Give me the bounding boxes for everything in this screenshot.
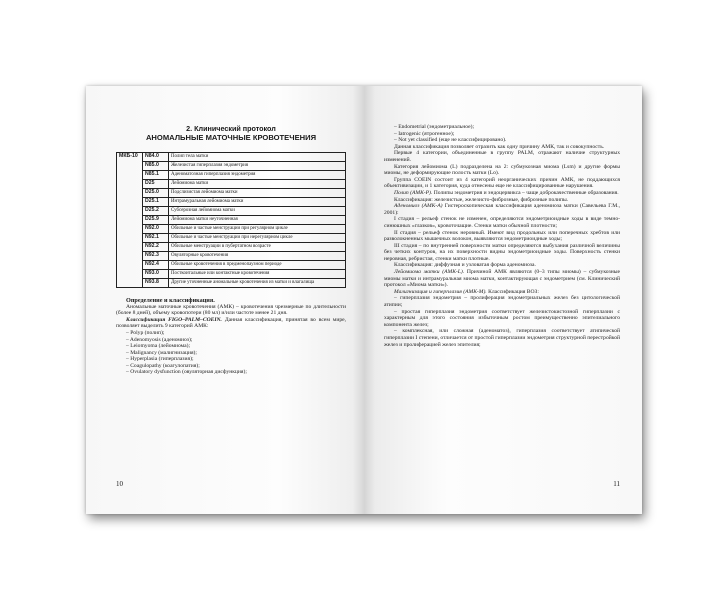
icd-code: N84.0	[143, 153, 169, 162]
icd-description: Другие уточненные аномальные кровотечения из матки и влагалища	[169, 278, 346, 287]
list-item: – Adenomyosis (аденомиоз);	[126, 336, 193, 343]
list-item: – Ovulatory dysfunction (овуляторная дисфункция);	[126, 369, 247, 376]
leiomyoma-lead: Лейомиома матки (АМК-L).	[394, 269, 465, 276]
icd-description: Овуляторные кровотечения	[169, 251, 346, 260]
definition-paragraph: Аномальные маточные кровотечения (АМК) – кровотечения чрезмерные по длительности (более 8 дней), объему кровопотери (80 мл) и/или частоте менее 21 дня.	[116, 303, 346, 317]
page-number-left: 10	[116, 480, 123, 488]
table-row	[117, 170, 346, 179]
open-book	[86, 86, 642, 514]
icd-description: Подслизистая лейомиома матки	[169, 188, 346, 197]
paragraph: Данная классификация позволяет отразить как одну причину АМК, так и совокупность.	[394, 143, 605, 150]
definition-subheading: Определение и классификация.	[126, 296, 215, 304]
malignancy-lead: Малигнизация и гиперплазия (АМК-М).	[394, 288, 487, 295]
stage-1-paragraph: I стадия – рельеф стенок не изменен, определяются эндометриоидные ходы в виде темно-синюшных «глазков», кровоточащие. Стенки матки обычной плотности;	[384, 216, 620, 229]
right-page-content	[384, 124, 620, 348]
paragraph: Классификация: железистые, железисто-фиброзные, фиброзные полипы.	[394, 196, 569, 203]
paragraph: – гиперплазия эндометрия – пролиферация эндометриальных желез без цитологической атипии;	[384, 295, 620, 309]
icd-code: N85.0	[143, 161, 169, 170]
icd10-table	[116, 152, 346, 288]
classification-lead: Классификация FIGO–PALM–COEIN.	[126, 316, 222, 323]
page-title: АНОМАЛЬНЫЕ МАТОЧНЫЕ КРОВОТЕЧЕНИЯ	[145, 133, 317, 142]
icd-description: Обильные менструации в пубертатном возрасте	[169, 242, 346, 251]
polyp-text: Полипы эндометрия и эндоцервикса – чаще доброкачественные образования.	[432, 189, 619, 196]
classification-paragraph	[116, 317, 346, 330]
malignancy-text: Классификация ВОЗ:	[486, 288, 539, 295]
icd-description: Посткоитальные или контактные кровотечения	[169, 269, 346, 278]
table-row	[117, 188, 346, 197]
icd-description: Лейомиома матки	[169, 179, 346, 188]
category-list	[116, 330, 346, 376]
paragraph: Первые 4 категории, объединенные в группу PALM, отражают наличие структурных изменений.	[384, 150, 620, 163]
paragraph: – простая гиперплазия эндометрия соответствует железистокистозной гиперплазии с характерным для этого состояния избыточным ростом преимущественно эпителиального компонента желез;	[384, 308, 620, 328]
list-item: – Leiomyoma (лейомиома);	[126, 343, 191, 350]
table-row	[117, 269, 346, 278]
stage-3-paragraph: III стадия – по внутренней поверхности матки определяются выбухания различной величины без четких контуров, на их поверхности видны эндометриоидные ходы. Поверхность стенки неровная, ребристая, стенки матки плотные.	[384, 242, 620, 262]
list-item: – Polyp (полип);	[126, 329, 165, 336]
icd-code: N92.1	[143, 233, 169, 242]
table-row	[117, 215, 346, 224]
table-row	[117, 206, 346, 215]
table-row	[117, 197, 346, 206]
adenomyosis-text: Гистероскопическая классификация аденомиоза матки (Савельева Г.М., 2001):	[384, 203, 621, 216]
table-row	[117, 278, 346, 287]
left-page-content	[116, 124, 346, 376]
table-row	[117, 161, 346, 170]
right-page	[364, 86, 642, 514]
icd-description: Обильные кровотечения в предменопаузном периоде	[169, 260, 346, 269]
icd-code: D25.0	[143, 188, 169, 197]
left-page	[86, 86, 364, 514]
table-row	[117, 179, 346, 188]
icd-description: Лейомиома матки неуточненная	[169, 215, 346, 224]
list-item: – Iatrogenic (ятрогенное);	[394, 130, 455, 137]
list-item: – Hyperplasia (гиперплазия);	[126, 356, 194, 363]
table-row	[117, 153, 346, 162]
paragraph: Классификация: диффузная и узловатая форма аденомиоза.	[394, 262, 536, 269]
icd-code: N92.2	[143, 242, 169, 251]
paragraph: – комплексная, или сложная (аденоматоз), гиперплазия соответствует атипической гиперплазии I степени, отличается от простой гиперплазии эндометрия структурной перестройкой желез и пролиферацией желез эпителия;	[384, 328, 620, 348]
icd-code: D25	[143, 179, 169, 188]
table-row	[117, 251, 346, 260]
icd-code: D25.1	[143, 197, 169, 206]
icd-description: Обильные и частые менструации при регулярном цикле	[169, 224, 346, 233]
table-row	[117, 233, 346, 242]
paragraph: Группа COEIN состоит из 4 категорий неорганических причин АМК, не поддающихся объективизации, и 1 категория, куда отнесены еще не классифицированные нарушения.	[384, 176, 620, 190]
table-row	[117, 242, 346, 251]
table-row	[117, 260, 346, 269]
list-item: – Coagulopathy (коагулопатия);	[126, 362, 200, 369]
adenomyosis-lead: Аденомиоз (АМК-А)	[394, 203, 443, 210]
icd-code: D25.2	[143, 206, 169, 215]
polyp-lead: Полип (АМК-Р).	[394, 189, 433, 196]
icd-code: N92.4	[143, 260, 169, 269]
icd-code: N92.0	[143, 224, 169, 233]
list-item: – Not yet classified (еще не классифицировано).	[394, 137, 507, 144]
icd-description: Полип тела матки	[169, 153, 346, 162]
polyp-paragraph	[384, 190, 620, 197]
leiomyoma-text: Причиной АМК являются (0–3 типы миомы) – субмукозные миомы матки и интрамуральная миома матки, контактирующая с эндометрием (см. Клинический протокол «Миома матки»).	[384, 269, 620, 289]
category-list-continued	[384, 124, 620, 144]
paragraph: Категория лейомиома (L) подразделена на 2: субмукозная миома (Lsm) и другие формы миомы, не деформирующие полость матки (Lo).	[384, 163, 620, 177]
icd-description: Обильные и частые менструации при нерегулярном цикле	[169, 233, 346, 242]
icd-code: N93.0	[143, 269, 169, 278]
classification-label: МКБ-10	[117, 153, 143, 288]
list-item: – Malignancy (малигнизация);	[126, 349, 197, 356]
classification-text: Данная классификация, принятая во всем мире, позволяет выделить 9 категорий АМК:	[116, 316, 347, 330]
icd-description: Субсерозная лейомиома матки	[169, 206, 346, 215]
icd-description: Интрамуральная лейомиома матки	[169, 197, 346, 206]
table-row	[117, 224, 346, 233]
icd-code: N92.3	[143, 251, 169, 260]
icd-description: Железистая гиперплазия эндометрия	[169, 161, 346, 170]
list-item: – Endometrial (эндометриальное);	[394, 124, 474, 130]
icd-code: D25.9	[143, 215, 169, 224]
stage-2-paragraph: II стадия – рельеф стенок неровный. Имеют вид продольных или поперечных хребтов или разволокненных мышечных волокон, выявляются эндометриоидные ходы;	[384, 229, 620, 243]
adenomyosis-paragraph	[384, 203, 620, 216]
leiomyoma-paragraph	[384, 269, 620, 289]
section-heading: 2. Клинический протокол	[186, 124, 276, 133]
icd-code: N93.8	[143, 278, 169, 287]
icd-description: Аденоматозная гиперплазия эндометрия	[169, 170, 346, 179]
icd-code: N85.1	[143, 170, 169, 179]
page-number-right: 11	[613, 480, 620, 488]
